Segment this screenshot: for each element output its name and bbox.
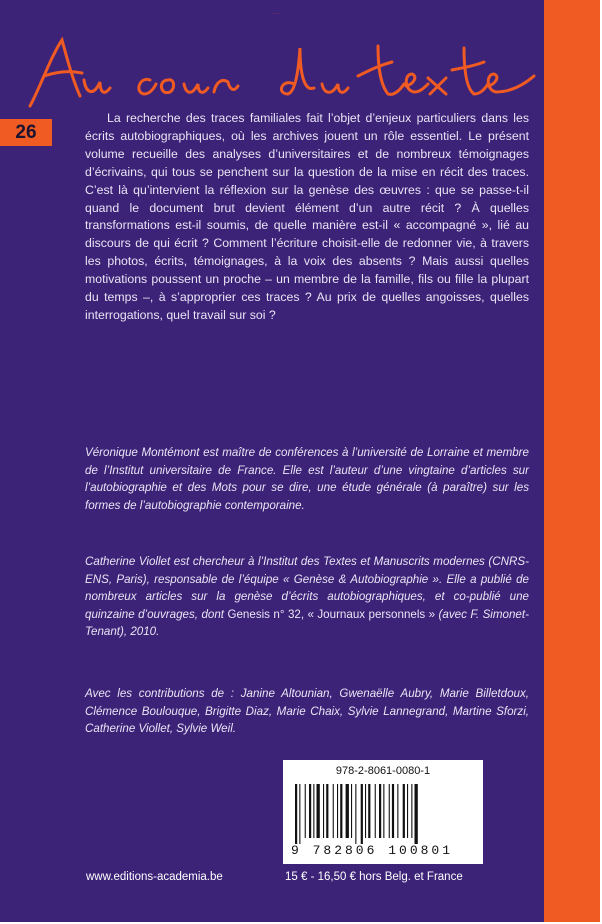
barcode-bar: [383, 784, 384, 838]
barcode-bar: [305, 784, 306, 838]
barcode-bar: [411, 784, 412, 838]
series-title: [22, 14, 542, 118]
isbn-barcode-box: [283, 760, 483, 864]
barcode-bar: [415, 784, 418, 844]
barcode-bar: [379, 784, 381, 838]
bio-viollet-note: (avec F. Simonet-Tenant), 2010.: [85, 607, 529, 639]
title-handwriting: [22, 14, 542, 118]
bio-viollet-text: Catherine Viollet est chercheur à l’Institut des Textes et Manuscrits modernes (CNRS-ENS, Paris), responsable de l’équipe « Genèse & Autobiographie ». Elle a publié de nombreux articles sur la genèse d’écrits autobiographiques, et co-publié une quinzaine d’ouvrages, dont: [85, 555, 529, 621]
blurb-paragraph: La recherche des traces familiales fait l’objet d’enjeux particuliers dans les écrits autobiographiques, où les archives jouent un rôle essentiel. Le présent volume recueille des analyses d’universitaires et de nombreux témoignages d’écrivains, qui tous se penchent sur la question de la mise en récit des traces. C’est là qu’intervient la réflexion sur la genèse des œuvres : que se passe-t-il quand le document brut devient élément d’un autre récit ? À quelles transformations est-il soumis, de quelle manière est-il « accompagné », lié au discours de qui écrit ? Comment l’écriture choisit-elle de redonner vie, à travers les photos, écrits, témoignages, à la voix des absents ? Mais aussi quelles motivations poussent un proche – un membre de la famille, fils ou fille la plupart du temps –, à s’approprier ces traces ? Au prix de quelles angoisses, quelles interrogations, quel travail sur soi ?: [85, 111, 529, 322]
barcode-bar: [346, 784, 349, 838]
barcode-bar: [368, 784, 370, 838]
barcode-bar: [361, 784, 363, 844]
publisher-website: www.editions-academia.be: [86, 871, 223, 883]
barcode-bar: [317, 784, 320, 838]
barcode-bar: [403, 784, 405, 838]
barcode-bar: [309, 784, 311, 838]
price-label: 15 € - 16,50 € hors Belg. et France: [285, 871, 463, 883]
barcode-bar: [326, 784, 328, 838]
orange-side-stripe: [544, 0, 602, 924]
barcode-bar: [313, 784, 314, 838]
bio-viollet-publication: Genesis n° 32, « Journaux personnels »: [227, 607, 436, 621]
barcode-bar: [365, 784, 366, 838]
barcode-bar: [299, 784, 300, 844]
barcode-digits: 9 782806 100801: [291, 843, 454, 858]
barcode-image: [293, 784, 473, 844]
barcode-bar: [397, 784, 398, 838]
isbn-number: 978-2-8061-0080-1: [335, 765, 431, 777]
title-text: Au cœur des textes: [272, 14, 280, 15]
author-bio-montemont: Véronique Montémont est maître de conférences à l’université de Lorraine et membre de l’Institut universitaire de France. Elle est l’auteur d’une vingtaine d’articles sur l’autobiographie et des Mots pour se dire, une étude générale (à paraître) sur les formes de l’autobiographie contemporaine.: [85, 446, 529, 512]
barcode-bar: [337, 784, 338, 838]
barcode-bar: [340, 784, 342, 838]
author-bio-viollet: [85, 553, 529, 641]
barcode-bar: [351, 784, 352, 838]
barcode-bar: [392, 784, 394, 838]
barcode-bar: [389, 784, 390, 838]
barcode-bar: [355, 784, 356, 844]
contributors-list: Avec les contributions de : Janine Altounian, Gwenaëlle Aubry, Marie Billetdoux, Clémence Boulouque, Brigitte Diaz, Marie Chaix, Sylvie Lannegrand, Martine Sforzi, Catherine Viollet, Sylvie Weil.: [85, 687, 529, 736]
series-number-badge: 26: [0, 119, 52, 146]
barcode-bar: [323, 784, 324, 838]
barcode-bar: [375, 784, 376, 838]
barcode-bar: [333, 784, 334, 838]
barcode-bar: [407, 784, 408, 838]
barcode-bar: [295, 784, 297, 844]
